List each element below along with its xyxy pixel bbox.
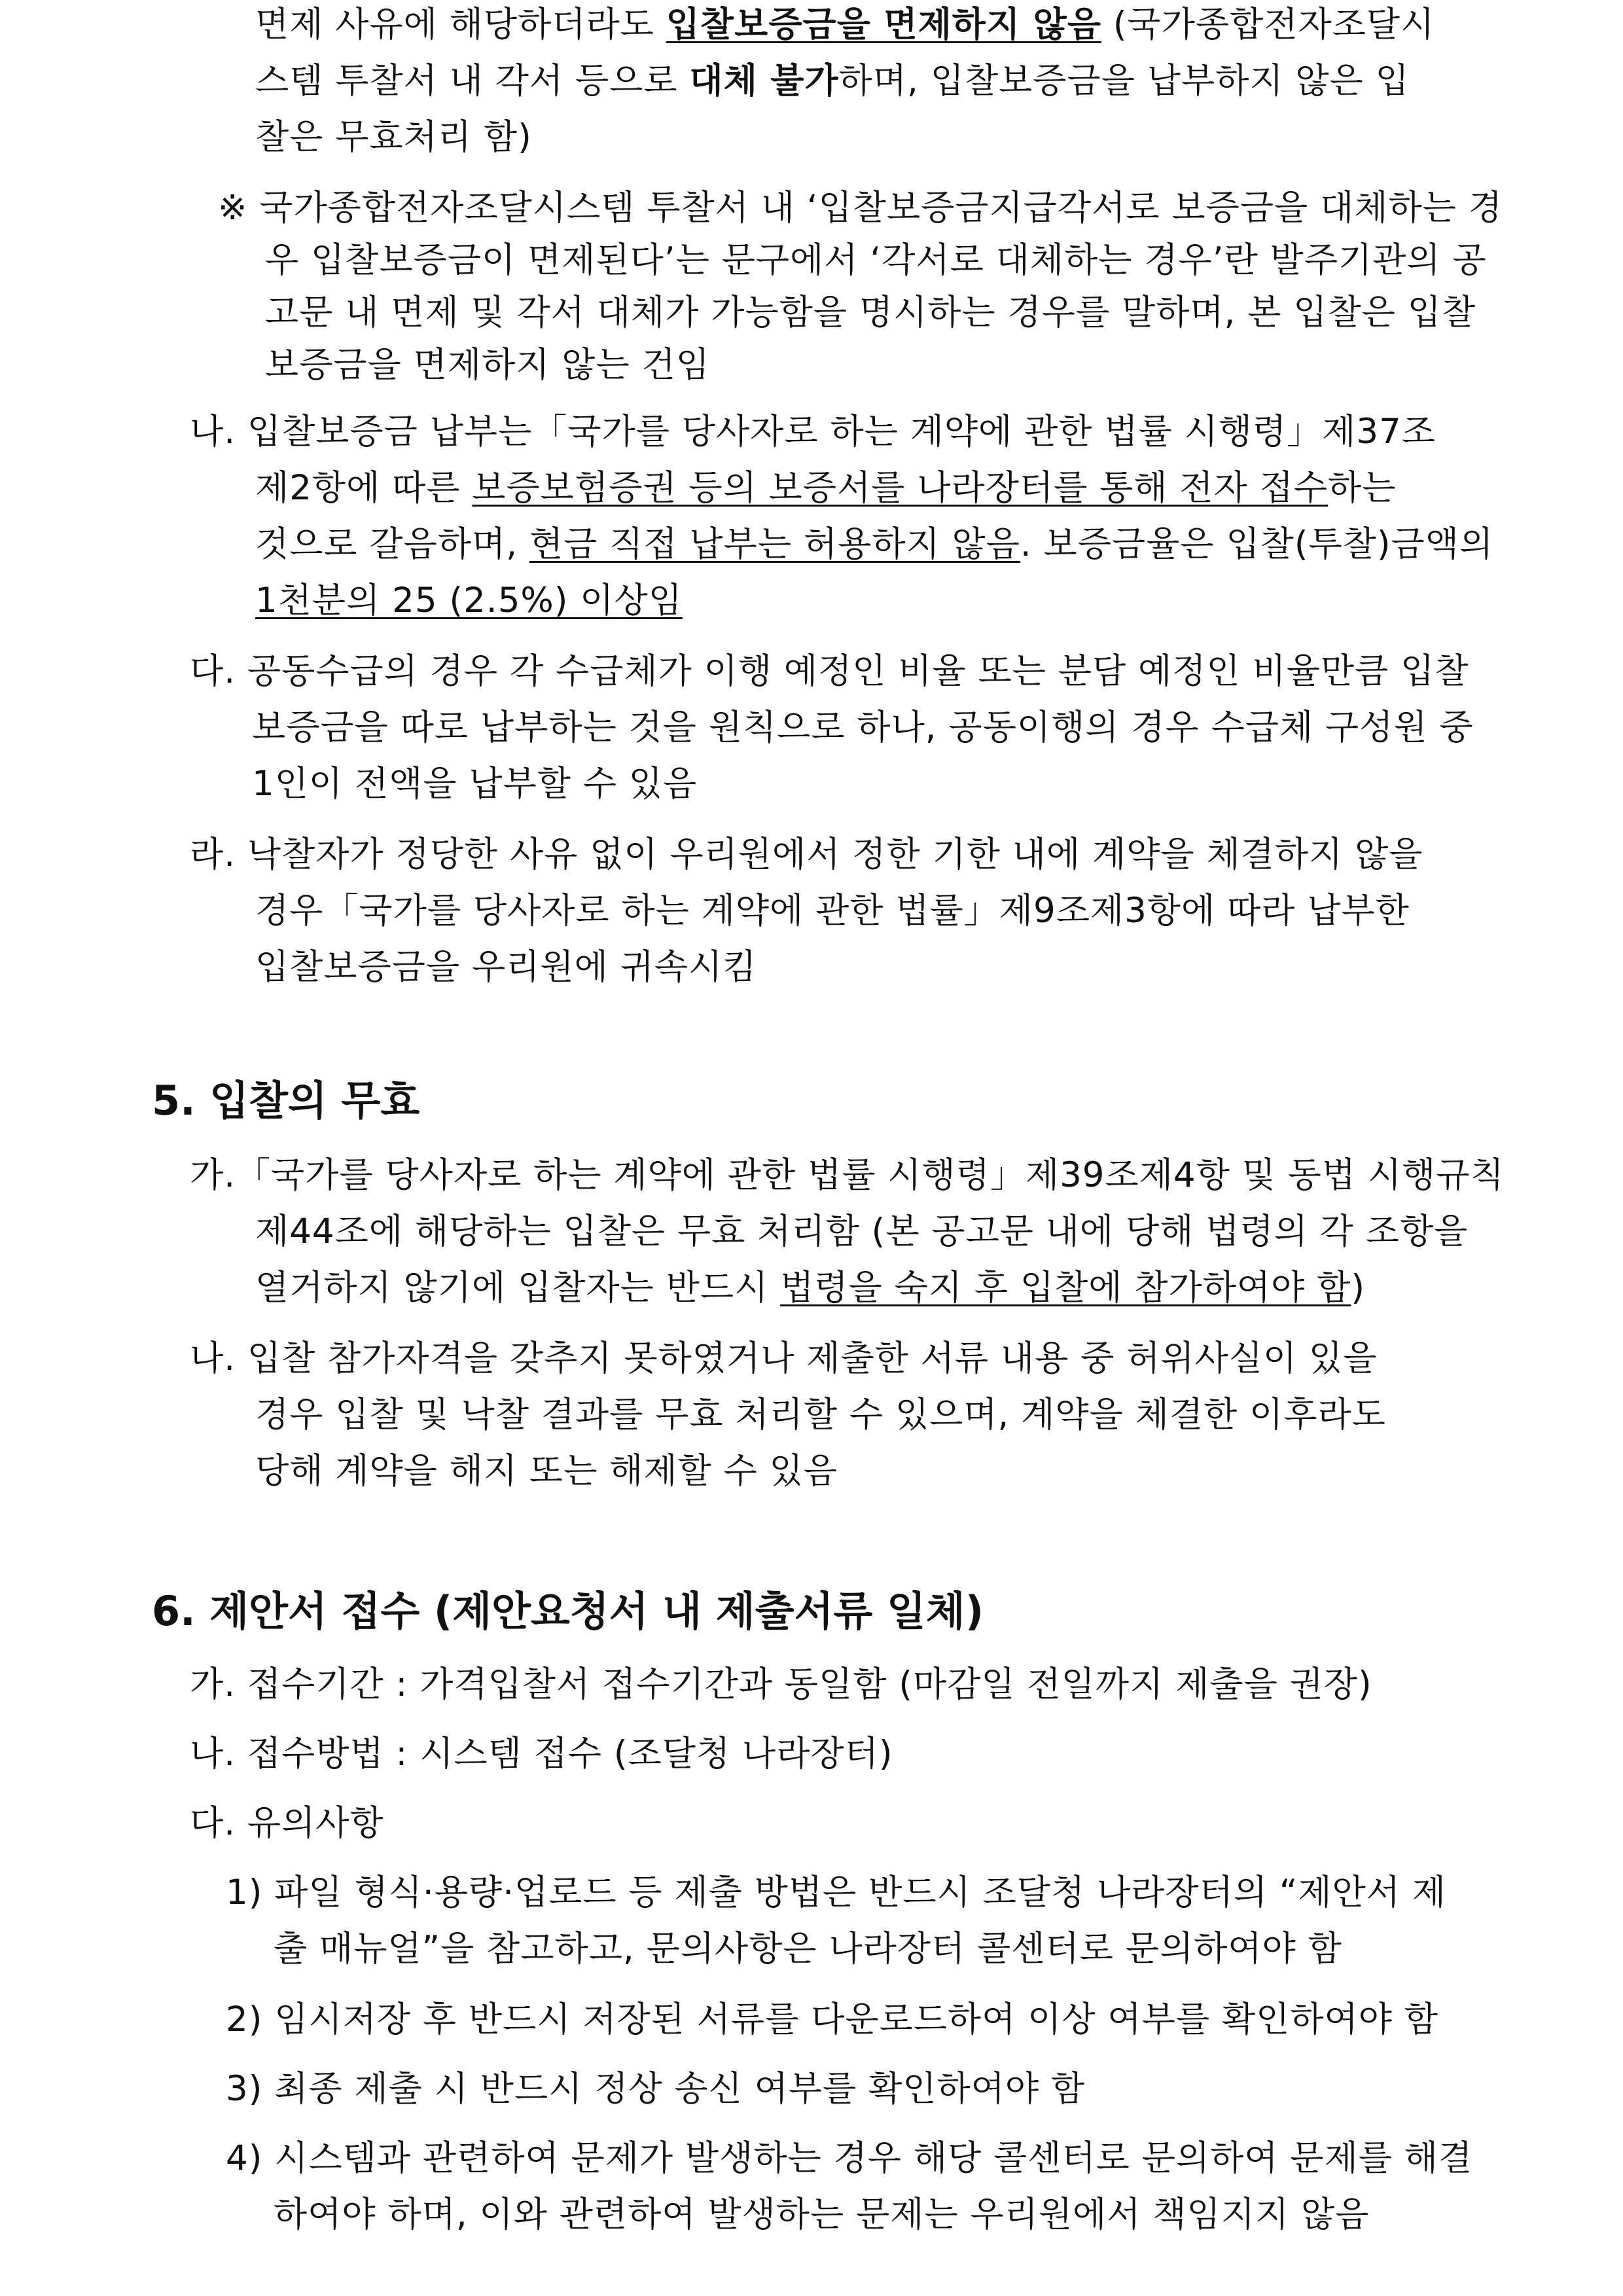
text-line: 찰은 무효처리 함) <box>255 117 532 157</box>
list-item-ra: 라. 낙찰자가 정당한 사유 없이 우리원에서 정한 기한 내에 계약을 체결하지 않을 <box>190 834 1423 874</box>
text-line: 당해 계약을 해지 또는 해제할 수 있음 <box>255 1451 838 1491</box>
section-heading: 5. 입찰의 무효 <box>152 1077 420 1124</box>
list-item-ga: 가.「국가를 당사자로 하는 계약에 관한 법률 시행령」제39조제4항 및 동법 시행규칙 <box>190 1155 1505 1195</box>
text-line: 하여야 하며, 이와 관련하여 발생하는 문제는 우리원에서 책임지지 않음 <box>274 2195 1370 2234</box>
text-segment: (국가종합전자조달시 <box>1101 5 1435 45</box>
text-line: 제44조에 해당하는 입찰은 무효 처리함 (본 공고문 내에 당해 법령의 각 조항을 <box>255 1211 1469 1251</box>
text-line: 1인이 전액을 납부할 수 있음 <box>252 764 698 804</box>
text-line <box>255 580 683 622</box>
text-line <box>255 4 1435 46</box>
text-segment: 제2항에 따른 <box>255 468 473 508</box>
text-segment: ) <box>1351 1268 1366 1308</box>
note-line: ※ 국가종합전자조달시스템 투찰서 내 ‘입찰보증금지급각서로 보증금을 대체하는 경 <box>218 188 1503 228</box>
list-item-da: 다. 유의사항 <box>190 1803 384 1843</box>
list-item-ga: 가. 접수기간 : 가격입찰서 접수기간과 동일함 (마감일 전일까지 제출을 권장) <box>190 1664 1372 1704</box>
note-line: 우 입찰보증금이 면제된다’는 문구에서 ‘각서로 대체하는 경우’란 발주기관의 공 <box>265 240 1487 280</box>
underlined-text: 1천분의 25 (2.5%) 이상임 <box>255 581 683 620</box>
list-item-na: 나. 입찰 참가자격을 갖추지 못하였거나 제출한 서류 내용 중 허위사실이 있을 <box>190 1338 1378 1378</box>
note-line: 고문 내 면제 및 각서 대체가 가능함을 명시하는 경우를 말하며, 본 입찰은 입찰 <box>265 293 1476 332</box>
list-item-na: 나. 접수방법 : 시스템 접수 (조달청 나라장터) <box>190 1734 893 1774</box>
text-segment: 하는 <box>1328 468 1397 508</box>
text-line: 출 매뉴얼”을 참고하고, 문의사항은 나라장터 콜센터로 문의하여야 함 <box>274 1929 1342 1969</box>
section-heading: 6. 제안서 접수 (제안요청서 내 제출서류 일체) <box>152 1587 984 1635</box>
text-line: 경우 입찰 및 낙찰 결과를 무효 처리할 수 있으며, 계약을 체결한 이후라도 <box>255 1395 1386 1435</box>
text-segment: 면제 사유에 해당하더라도 <box>255 5 666 45</box>
text-line <box>255 467 1396 509</box>
underlined-text: 보증보험증권 등의 보증서를 나라장터를 통해 전자 접수 <box>472 468 1329 508</box>
list-item-na: 나. 입찰보증금 납부는「국가를 당사자로 하는 계약에 관한 법률 시행령」제37조 <box>190 412 1436 452</box>
underlined-text: 법령을 숙지 후 입찰에 참가하여야 함 <box>780 1268 1351 1308</box>
text-line: 경우「국가를 당사자로 하는 계약에 관한 법률」제9조제3항에 따라 납부한 <box>255 891 1410 931</box>
sub-item-1: 1) 파일 형식·용량·업로드 등 제출 방법은 반드시 조달청 나라장터의 “제안서 제 <box>226 1873 1446 1912</box>
sub-item-4: 4) 시스템과 관련하여 문제가 발생하는 경우 해당 콜센터로 문의하여 문제를 해결 <box>226 2138 1473 2178</box>
text-segment: 하며, 입찰보증금을 납부하지 않은 입 <box>838 61 1410 101</box>
text-segment: 열거하지 않기에 입찰자는 반드시 <box>255 1268 781 1308</box>
text-line <box>255 1267 1365 1309</box>
note-line: 보증금을 면제하지 않는 건임 <box>265 345 710 385</box>
text-line: 보증금을 따로 납부하는 것을 원칙으로 하나, 공동이행의 경우 수급체 구성원 중 <box>252 708 1474 747</box>
underlined-text: 현금 직접 납부는 허용하지 않음 <box>529 524 1020 564</box>
list-item-da: 다. 공동수급의 경우 각 수급체가 이행 예정인 비율 또는 분담 예정인 비율만큼 입찰 <box>190 651 1469 691</box>
emphasis-text: 대체 불가 <box>689 61 839 101</box>
sub-item-3: 3) 최종 제출 시 반드시 정상 송신 여부를 확인하여야 함 <box>226 2069 1086 2109</box>
sub-item-2: 2) 임시저장 후 반드시 저장된 서류를 다운로드하여 이상 여부를 확인하여야 함 <box>226 2000 1439 2039</box>
text-line <box>255 524 1493 565</box>
text-segment: 것으로 갈음하며, <box>255 524 529 564</box>
text-line <box>255 60 1410 102</box>
text-line: 입찰보증금을 우리원에 귀속시킴 <box>255 947 757 987</box>
text-segment: . 보증금율은 입찰(투찰)금액의 <box>1020 524 1494 564</box>
text-segment: 스템 투찰서 내 각서 등으로 <box>255 61 690 101</box>
emphasis-text: 입찰보증금을 면제하지 않음 <box>666 5 1102 45</box>
